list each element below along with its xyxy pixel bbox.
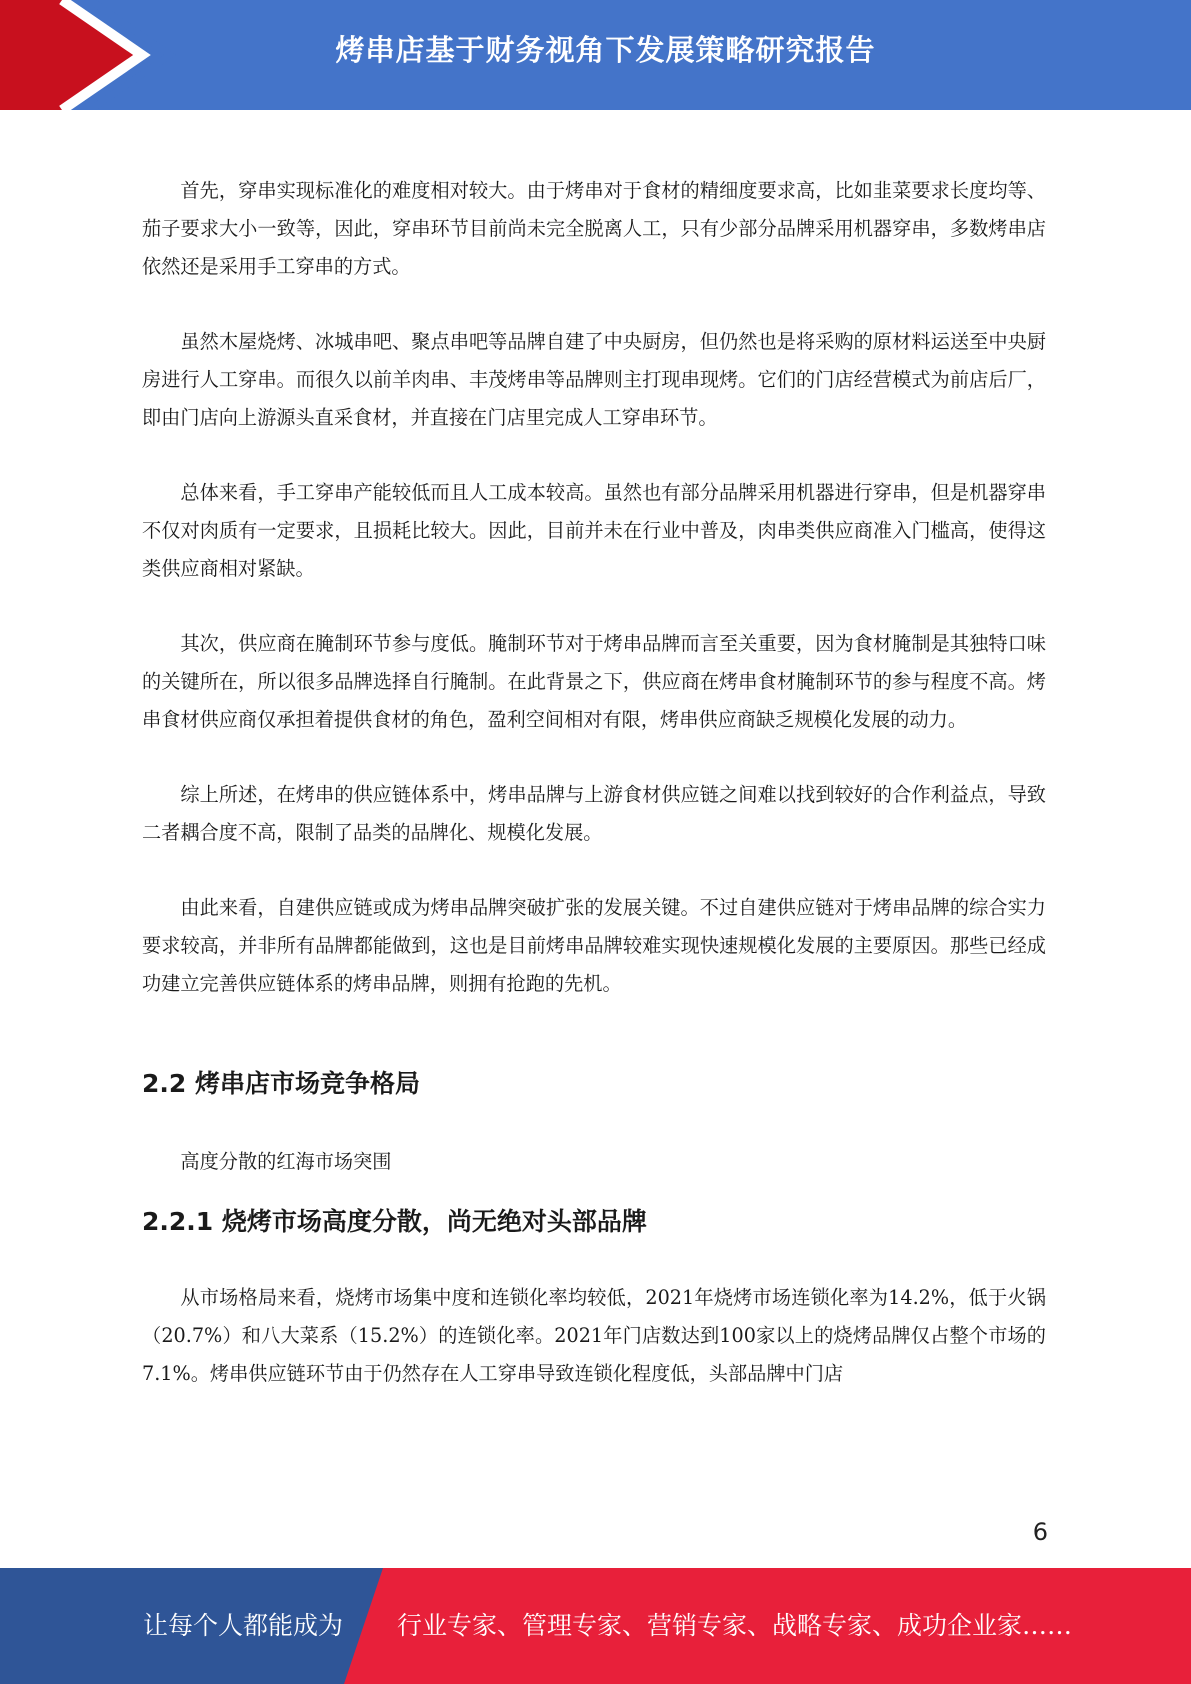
section-intro: 高度分散的红海市场突围 xyxy=(180,1150,392,1173)
page-header xyxy=(0,0,1191,110)
body-paragraph: 总体来看，手工穿串产能较低而且人工成本较高。虽然也有部分品牌采用机器进行穿串，但是机器穿串不仅对肉质有一定要求，且损耗比较大。因此，目前并未在行业中普及，肉串类供应商准入门槛高，使得这类供应商相对紧缺。 xyxy=(142,481,1046,580)
report-title: 烤串店基于财务视角下发展策略研究报告 xyxy=(335,33,876,67)
subsection-heading: 2.2.1 烧烤市场高度分散，尚无绝对头部品牌 xyxy=(142,1207,647,1236)
body-paragraph: 从市场格局来看，烧烤市场集中度和连锁化率均较低，2021年烧烤市场连锁化率为14.2%，低于火锅（20.7%）和八大菜系（15.2%）的连锁化率。2021年门店数达到100家以上的烧烤品牌仅占整个市场的7.1%。烤串供应链环节由于仍然存在人工穿串导致连锁化程度低，头部品牌中门店 xyxy=(142,1286,1046,1385)
body-paragraph: 由此来看，自建供应链或成为烤串品牌突破扩张的发展关键。不过自建供应链对于烤串品牌的综合实力要求较高，并非所有品牌都能做到，这也是目前烤串品牌较难实现快速规模化发展的主要原因。那些已经成功建立完善供应链体系的烤串品牌，则拥有抢跑的先机。 xyxy=(142,896,1046,995)
section-heading: 2.2 烤串店市场竞争格局 xyxy=(142,1069,420,1098)
footer-slogan-left: 让每个人都能成为 xyxy=(143,1611,344,1640)
main-content xyxy=(142,172,1046,1430)
body-paragraph: 其次，供应商在腌制环节参与度低。腌制环节对于烤串品牌而言至关重要，因为食材腌制是其独特口味的关键所在，所以很多品牌选择自行腌制。在此背景之下，供应商在烤串食材腌制环节的参与程度不高。烤串食材供应商仅承担着提供食材的角色，盈利空间相对有限，烤串供应商缺乏规模化发展的动力。 xyxy=(142,632,1046,731)
body-paragraph: 首先，穿串实现标准化的难度相对较大。由于烤串对于食材的精细度要求高，比如韭菜要求长度均等、茄子要求大小一致等，因此，穿串环节目前尚未完全脱离人工，只有少部分品牌采用机器穿串，多数烤串店依然还是采用手工穿串的方式。 xyxy=(142,179,1046,278)
footer-slogan-right: 行业专家、管理专家、营销专家、战略专家、成功企业家…… xyxy=(397,1611,1073,1640)
page-number: 6 xyxy=(1032,1518,1048,1546)
page-footer xyxy=(0,1568,1191,1684)
body-paragraph: 综上所述，在烤串的供应链体系中，烤串品牌与上游食材供应链之间难以找到较好的合作利益点，导致二者耦合度不高，限制了品类的品牌化、规模化发展。 xyxy=(142,783,1046,844)
body-paragraph: 虽然木屋烧烤、冰城串吧、聚点串吧等品牌自建了中央厨房，但仍然也是将采购的原材料运送至中央厨房进行人工穿串。而很久以前羊肉串、丰茂烤串等品牌则主打现串现烤。它们的门店经营模式为前店后厂，即由门店向上游源头直采食材，并直接在门店里完成人工穿串环节。 xyxy=(142,330,1046,429)
